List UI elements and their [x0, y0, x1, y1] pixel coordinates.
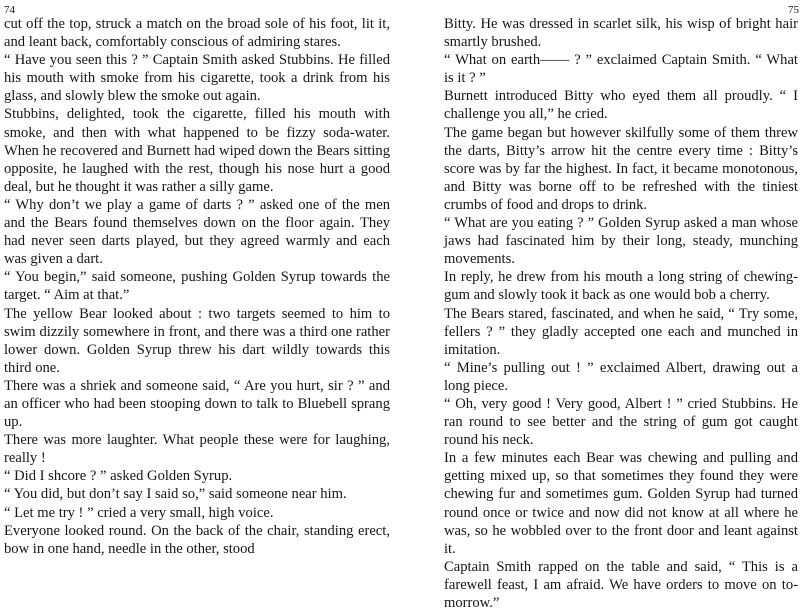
paragraph: “ You begin,” said someone, pushing Golden Syrup towards the target. “ Aim at that.”: [4, 269, 390, 304]
paragraph: Captain Smith rapped on the table and said, “ This is a farewell feast, I am afraid. We have orders to move on to-morrow.”: [444, 558, 798, 611]
paragraph: “ What on earth—— ? ” exclaimed Captain Smith. “ What is it ? ”: [444, 52, 798, 87]
paragraph: The yellow Bear looked about : two targets seemed to him to swim dizzily somewhere in front, and there was a third one rather lower down. Golden Syrup threw his dart wildly towards this third one.: [4, 305, 390, 376]
paragraph: “ Did I shcore ? ” asked Golden Syrup.: [4, 468, 233, 485]
paragraph: “ Mine’s pulling out ! ” exclaimed Albert, drawing out a long piece.: [444, 359, 798, 394]
paragraph: In reply, he drew from his mouth a long string of chewing-gum and slowly took it back as one would bob a cherry.: [444, 269, 798, 304]
paragraph: There was more laughter. What people these were for laughing, really !: [4, 432, 390, 467]
left-page-body: [4, 15, 390, 558]
paragraph: “ Let me try ! ” cried a very small, high voice.: [4, 504, 274, 521]
paragraph: cut off the top, struck a match on the broad sole of his foot, lit it, and leant back, comfortably conscious of admiring stares.: [4, 16, 390, 51]
paragraph: In a few minutes each Bear was chewing and pulling and getting mixed up, so that sometimes they found they were chewing fur and sometimes gum. Golden Syrup had turned round once or twice and now did not know at all where he was, so he wobbled over to the front door and leant against it.: [444, 450, 798, 557]
paragraph: There was a shriek and someone said, “ Are you hurt, sir ? ” and an officer who had been stooping down to talk to Bluebell sprang up.: [4, 377, 390, 431]
right-page-body: [444, 15, 798, 612]
paragraph: Stubbins, delighted, took the cigarette, filled his mouth with smoke, and then with what happened to be fizzy soda-water. When he recovered and Burnett had wiped down the Bears sitting opposite, he laughed with the rest, though his nose hurt a good deal, but he thought it was rather a silly game.: [4, 106, 390, 195]
paragraph: The game began but however skilfully some of them threw the darts, Bitty’s arrow hit the centre every time : Bitty’s score was by far the highest. In fact, it became monotonous, and Bitty was borne off to be refreshed with the tiniest crumbs of food and drops to drink.: [444, 124, 798, 213]
page-number-right: 75: [788, 4, 799, 16]
paragraph: “ Have you seen this ? ” Captain Smith asked Stubbins. He filled his mouth with smoke from his cigarette, took a drink from his glass, and slowly blew the smoke out again.: [4, 52, 390, 105]
paragraph: “ Why don’t we play a game of darts ? ” asked one of the men and the Bears found themselves down on the floor again. They had never seen darts played, but they agreed warmly and each was given a dart.: [4, 196, 390, 268]
paragraph: The Bears stared, fascinated, and when he said, “ Try some, fellers ? ” they gladly accepted one each and munched in imitation.: [444, 305, 798, 358]
paragraph: Burnett introduced Bitty who eyed them all proudly. “ I challenge you all,” he cried.: [444, 88, 798, 123]
paragraph: Bitty. He was dressed in scarlet silk, his wisp of bright hair smartly brushed.: [444, 16, 798, 51]
paragraph: “ Oh, very good ! Very good, Albert ! ” cried Stubbins. He ran round to see better and the string of gum got caught round his neck.: [444, 395, 798, 449]
paragraph: Everyone looked round. On the back of the chair, standing erect, bow in one hand, needle in the other, stood: [4, 522, 390, 557]
paragraph: “ What are you eating ? ” Golden Syrup asked a man whose jaws had fascinated him by their long, steady, munching movements.: [444, 215, 798, 268]
page-number-left: 74: [4, 4, 15, 16]
paragraph: “ You did, but don’t say I said so,” said someone near him.: [4, 486, 347, 503]
